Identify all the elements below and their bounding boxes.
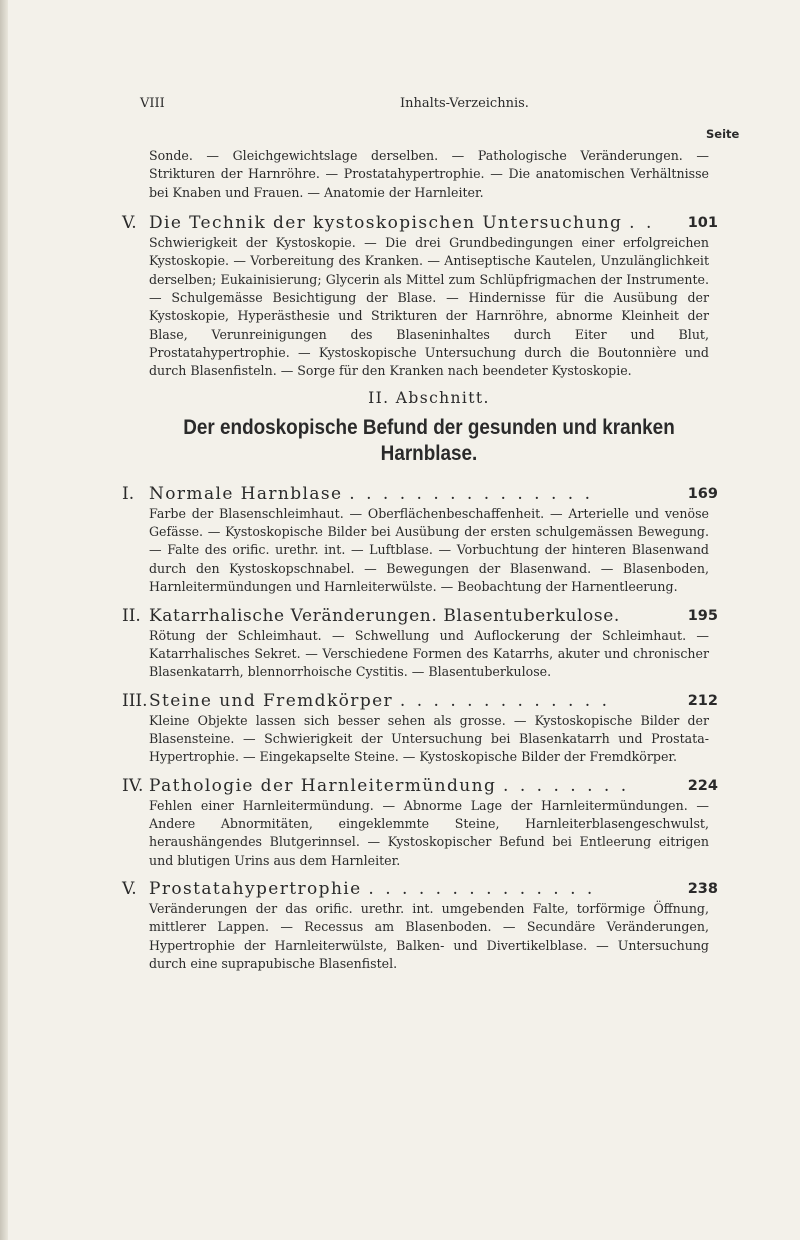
entry-title: Steine und Fremdkörper bbox=[149, 690, 394, 711]
leader-dots: . . . . . . . . . . . . . bbox=[399, 690, 611, 711]
entry-title: Prostatahypertrophie bbox=[149, 878, 362, 899]
leader-dots: . . bbox=[629, 213, 655, 234]
toc-entry-heading bbox=[122, 605, 718, 627]
entry-page-number: 101 bbox=[687, 215, 718, 232]
toc-entry-heading bbox=[122, 775, 718, 797]
page-column-label: Seite bbox=[706, 127, 740, 141]
entry-page-number: 212 bbox=[687, 692, 718, 709]
entry-summary: Veränderungen der das orific. urethr. int. umgebenden Falte, torförmige Öffnung, mittlerer Lappen. — Recessus am Blasenboden. — Secundäre Veränderungen, Hypertrophie der Harnleiterwülste, Balken- und Divertikelblase. — Untersuchung durch eine suprapubische Blasenfistel. bbox=[149, 900, 709, 971]
entry-number: V. bbox=[122, 878, 137, 899]
entry-summary: Kleine Objekte lassen sich besser sehen als grosse. — Kystoskopische Bilder der Blasensteine. — Schwierigkeit der Untersuchung bei Blasenkatarrh und Prostata-Hypertrophie. — Eingekapselte Steine. — Kystoskopische Bilder der Fremdkörper. bbox=[149, 712, 709, 765]
entry-page-number: 238 bbox=[687, 880, 718, 897]
toc-entry-heading bbox=[122, 690, 718, 712]
intro-paragraph: Sonde. — Gleichgewichtslage derselben. — Pathologische Veränderungen. — Strikturen der Harnröhre. — Prostatahypertrophie. — Die anatomischen Verhältnisse bei Knaben und Frauen. — Anatomie der Harnleiter. bbox=[149, 148, 709, 200]
entry-page-number: 169 bbox=[687, 485, 718, 502]
running-title: Inhalts-Verzeichnis. bbox=[400, 96, 529, 111]
page-number: VIII bbox=[140, 96, 165, 111]
leader-dots: . . . . . . . . . . . . . . . bbox=[349, 483, 593, 504]
entry-summary: Fehlen einer Harnleitermündung. — Abnorme Lage der Harnleitermündungen. — Andere Abnormitäten, eingeklemmte Steine, Harnleiterblasengeschwulst, heraushängendes Blutgerinnsel. — Kystoskopischer Befund bei Entleerung eitrigen und blutigen Urins aus dem Harnleiter. bbox=[149, 797, 709, 868]
entry-summary: Rötung der Schleimhaut. — Schwellung und Auflockerung der Schleimhaut. — Katarrhalisches Sekret. — Verschiedene Formen des Katarrhs, akuter und chronischer Blasenkatarrh, blennorrhoische Cystitis. — Blasentuberkulose. bbox=[149, 627, 709, 680]
toc-entry bbox=[122, 605, 718, 682]
entry-summary: Farbe der Blasenschleimhaut. — Oberflächenbeschaffenheit. — Arterielle und venöse Gefässe. — Kystoskopische Bilder bei Ausübung der ersten schulgemässen Bewegung. — Falte des orific. urethr. int. — Luftblase. — Vorbuchtung der hinteren Blasenwand durch den Kystoskopschnabel. — Bewegungen der Blasenwand. — Blasenboden, Harnleitermündungen und Harnleiterwülste. — Beobachtung der Harnentleerung. bbox=[149, 505, 709, 595]
toc-entry-heading bbox=[122, 212, 718, 234]
entry-title: Die Technik der kystoskopischen Untersuchung bbox=[149, 213, 623, 234]
entry-number: V. bbox=[122, 213, 137, 234]
toc-entry bbox=[122, 483, 718, 597]
entry-page-number: 195 bbox=[687, 607, 718, 624]
entry-summary: Schwierigkeit der Kystoskopie. — Die drei Grundbedingungen einer erfolgreichen Kystoskopie. — Vorbereitung des Kranken. — Antiseptische Kautelen, Unzulänglichkeit derselben; Eukainisierung; Glycerin als Mittel zum Schlüpfrigmachen der Instrumente. — Schulgemässe Besichtigung der Blase. — Hindernisse für die Ausübung der Kystoskopie, Hyperästhesie und Strikturen der Harnröhre, abnorme Kleinheit der Blase, Verunreinigungen des Blaseninhaltes durch Eiter und Blut, Prostatahypertrophie. — Kystoskopische Untersuchung durch die Boutonnière und durch Blasenfisteln. — Sorge für den Kranken nach beendeter Kystoskopie. bbox=[149, 235, 709, 379]
section-title-line2: Harnblase. bbox=[380, 441, 478, 465]
leader-dots: . . . . . . . . . . . . . . bbox=[368, 878, 596, 899]
entry-number: III. bbox=[122, 690, 148, 711]
toc-entry bbox=[122, 212, 718, 381]
page-header bbox=[140, 96, 680, 116]
entry-title: Pathologie der Harnleitermündung bbox=[149, 775, 497, 796]
entry-title: Katarrhalische Veränderungen. Blasentuberkulose. bbox=[149, 605, 620, 626]
toc-entry bbox=[122, 690, 718, 767]
toc-entry bbox=[122, 878, 718, 973]
toc-entry-heading bbox=[122, 483, 718, 505]
entry-title: Normale Harnblase bbox=[149, 483, 343, 504]
toc-entry-heading bbox=[122, 878, 718, 900]
page-edge-shadow bbox=[0, 0, 8, 1240]
toc-content bbox=[122, 147, 718, 981]
entry-number: I. bbox=[122, 483, 135, 504]
entry-number: IV. bbox=[122, 775, 144, 796]
section-label: II. Abschnitt. bbox=[368, 388, 490, 407]
section-title-line1: Der endoskopische Befund der gesunden und kranken bbox=[183, 415, 675, 439]
leader-dots: . . . . . . . . bbox=[503, 775, 630, 796]
section-title bbox=[177, 415, 681, 467]
entry-page-number: 224 bbox=[687, 777, 718, 794]
toc-entry bbox=[122, 775, 718, 870]
entry-number: II. bbox=[122, 605, 141, 626]
